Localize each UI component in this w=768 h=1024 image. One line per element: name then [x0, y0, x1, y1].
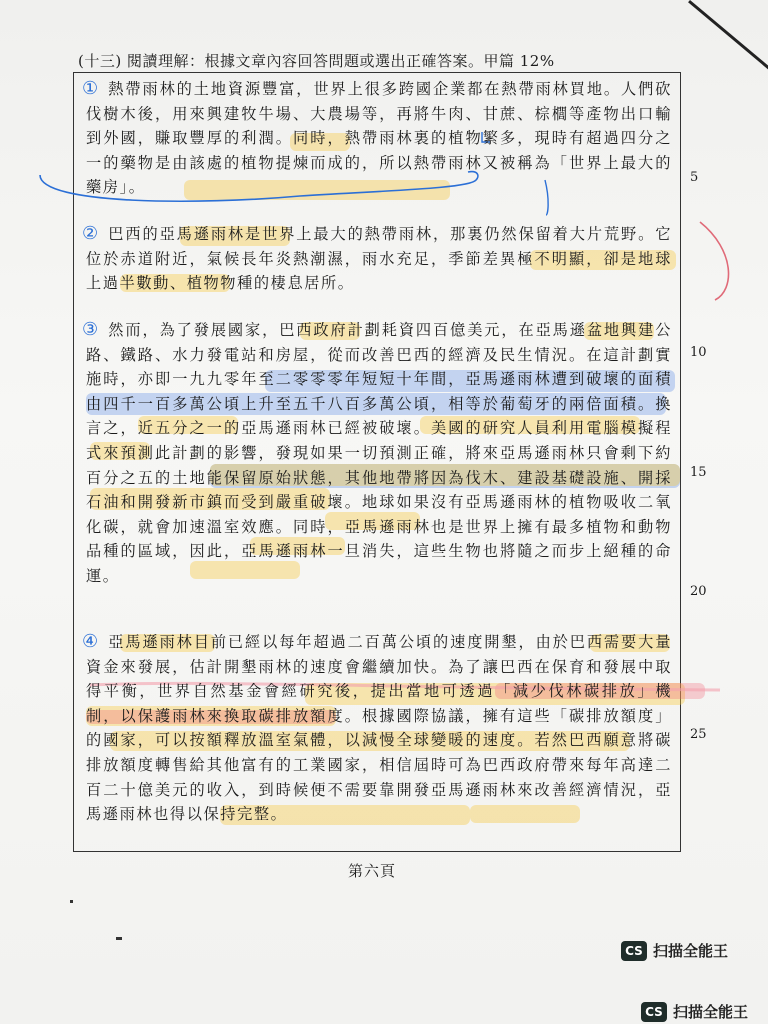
scanner-label: 扫描全能王: [653, 942, 729, 960]
scanner-watermark: [621, 940, 728, 961]
paragraph-marker: ①: [82, 78, 100, 99]
line-number: 20: [690, 584, 707, 599]
paragraph-1: [82, 77, 672, 200]
scanner-watermark-bottom: [641, 1001, 748, 1022]
page-footer: 第六頁: [348, 862, 397, 880]
paragraph-marker: ③: [82, 319, 100, 340]
line-number: 5: [690, 170, 699, 185]
question-heading: (十三) 閱讀理解：根據文章內容回答問題或選出正確答案。甲篇 12%: [78, 52, 555, 70]
scan-speck: [116, 937, 122, 940]
scan-speck: [70, 900, 73, 903]
paragraph-4: [82, 630, 672, 827]
cs-logo-icon: CS: [641, 1002, 667, 1022]
paragraph-text: 亞馬遜雨林目前已經以每年超過二百萬公頃的速度開墾，由於巴西需要大量資金來發展，估計開墾雨林的速度會繼續加快。為了讓巴西在保育和發展中取得平衡，世界自然基金會經研究後，提出當地可透過「減少伐林碳排放」機制，以保護雨林來換取碳排放額度。根據國際協議，擁有這些「碳排放額度」的國家，可以按額釋放溫室氣體，以減慢全球變暖的速度。若然巴西願意將碳排放額度轉售給其他富有的工業國家，相信屆時可為巴西政府帶來每年高達二百二十億美元的收入，到時候便不需要靠開發亞馬遜雨林來改善經濟情況，亞馬遜雨林也得以保持完整。: [86, 633, 672, 824]
line-number: 15: [690, 465, 707, 480]
paragraph-text: 熱帶雨林的土地資源豐富，世界上很多跨國企業都在熱帶雨林買地。人們砍伐樹木後，用來興建牧牛場、大農場等，再將牛肉、甘蔗、棕櫚等產物出口輸到外國，賺取豐厚的利潤。同時，熱帶雨林裏的植物繁多，現時有超過四分之一的藥物是由該處的植物提煉而成的，所以熱帶雨林又被稱為「世界上最大的藥房」。: [86, 80, 672, 197]
paragraph-marker: ④: [82, 631, 100, 652]
paragraph-text: 然而，為了發展國家，巴西政府計劃耗資四百億美元，在亞馬遜盆地興建公路、鐵路、水力發電站和房屋，從而改善巴西的經濟及民生情況。在這計劃實施時，亦即一九九零年至二零零零年短短十年間，亞馬遜雨林遭到破壞的面積由四千一百多萬公頃上升至五千八百多萬公頃，相等於葡萄牙的兩倍面積。換言之，近五分之一的亞馬遜雨林已經被破壞。美國的研究人員利用電腦模擬程式來預測此計劃的影響，發現如果一切預測正確，將來亞馬遜雨林只會剩下約百分之五的土地能保留原始狀態，其他地帶將因為伐木、建設基礎設施、開採石油和開發新市鎮而受到嚴重破壞。地球如果沒有亞馬遜雨林的植物吸收二氧化碳，就會加速溫室效應。同時，亞馬遜雨林也是世界上擁有最多植物和動物品種的區域，因此，亞馬遜雨林一旦消失，這些生物也將隨之而步上絕種的命運。: [86, 321, 672, 585]
paragraph-3: [82, 318, 672, 589]
paragraph-2: [82, 222, 672, 296]
paragraph-text: 巴西的亞馬遜雨林是世界上最大的熱帶雨林，那裏仍然保留着大片荒野。它位於赤道附近，氣候長年炎熱潮濕，雨水充足，季節差異極不明顯，卻是地球上過半數動、植物物種的棲息居所。: [86, 225, 672, 293]
scanner-label: 扫描全能王: [673, 1003, 749, 1021]
line-number: 10: [690, 345, 707, 360]
line-number: 25: [690, 727, 707, 742]
paragraph-marker: ②: [82, 223, 100, 244]
cs-logo-icon: CS: [621, 941, 647, 961]
